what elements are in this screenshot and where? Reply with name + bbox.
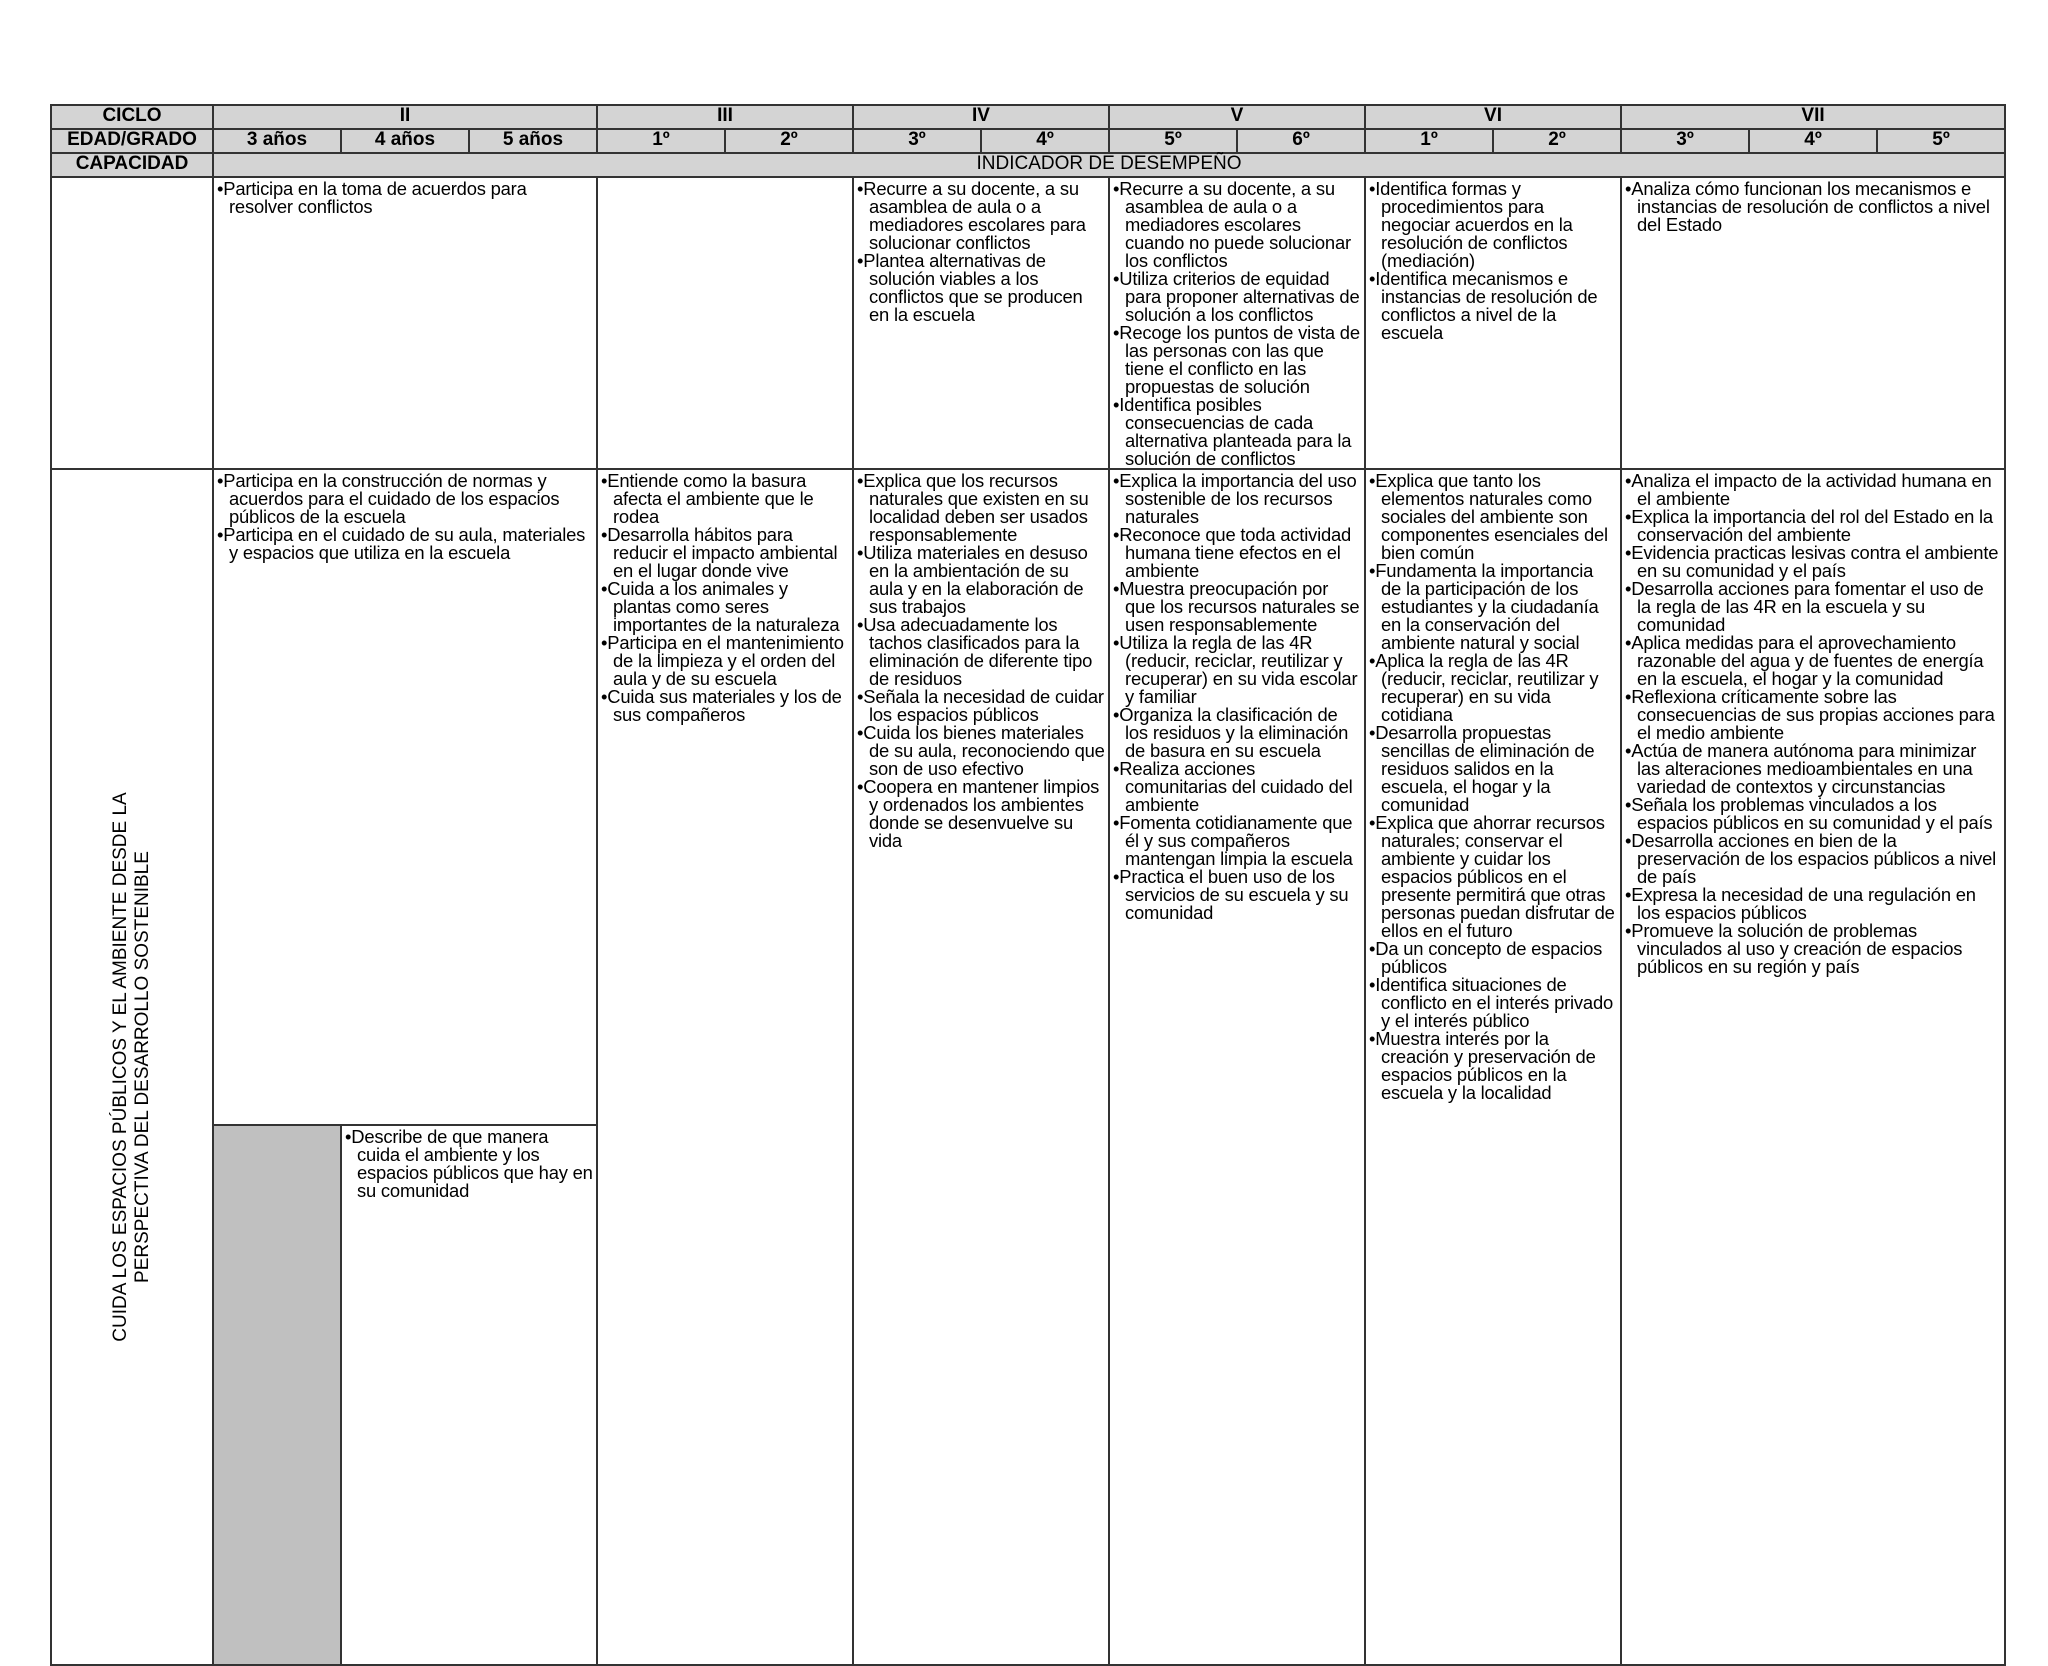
indicator-item: • Cuida los bienes materiales de su aula, reconociendo que son de uso efectivo xyxy=(857,724,1105,778)
indicator-list xyxy=(598,178,852,180)
grado-header: 3 años xyxy=(213,129,341,153)
indicator-item: • Muestra interés por la creación y preservación de espacios públicos en la escuela y la localidad xyxy=(1369,1030,1617,1102)
ciclo-iv-indicators xyxy=(853,469,1109,1665)
indicator-item: • Da un concepto de espacios públicos xyxy=(1369,940,1617,976)
indicator-item: • Promueve la solución de problemas vinculados al uso y creación de espacios públicos en su región y país xyxy=(1625,922,2001,976)
espacios-publicos-row xyxy=(51,469,2005,1125)
capacidad-text: CUIDA LOS ESPACIOS PÚBLICOS Y EL AMBIENTE DESDE LA PERSPECTIVA DEL DESARROLLO SOSTENIBLE xyxy=(110,792,153,1342)
indicator-item: • Identifica formas y procedimientos para negociar acuerdos en la resolución de conflictos (mediación) xyxy=(1369,180,1617,270)
ciclo-header: VII xyxy=(1621,105,2005,129)
indicator-item: • Evidencia practicas lesivas contra el ambiente en su comunidad y el país xyxy=(1625,544,2001,580)
indicator-item: • Utiliza la regla de las 4R (reducir, reciclar, reutilizar y recuperar) en su vida escolar y familiar xyxy=(1113,634,1361,706)
grado-header: 3º xyxy=(1621,129,1749,153)
ciclo-header: IV xyxy=(853,105,1109,129)
indicator-item: • Organiza la clasificación de los residuos y la eliminación de basura en su escuela xyxy=(1113,706,1361,760)
indicator-item: • Recurre a su docente, a su asamblea de aula o a mediadores escolares para solucionar conflictos xyxy=(857,180,1105,252)
grado-header: 4º xyxy=(1749,129,1877,153)
ciclo-v-indicators xyxy=(1109,177,1365,469)
indicator-item: • Reconoce que toda actividad humana tiene efectos en el ambiente xyxy=(1113,526,1361,580)
indicator-item: • Señala la necesidad de cuidar los espacios públicos xyxy=(857,688,1105,724)
indicator-item: • Explica la importancia del rol del Estado en la conservación del ambiente xyxy=(1625,508,2001,544)
indicator-item: • Desarrolla propuestas sencillas de eliminación de residuos salidos en la escuela, el hogar y la comunidad xyxy=(1369,724,1617,814)
indicator-item: • Practica el buen uso de los servicios de su escuela y su comunidad xyxy=(1113,868,1361,922)
indicator-list xyxy=(854,178,1108,324)
ciclo-ii-indicators-bottom xyxy=(341,1125,597,1665)
indicator-item: • Utiliza materiales en desuso en la ambientación de su aula y en la elaboración de sus trabajos xyxy=(857,544,1105,616)
indicator-item: • Entiende como la basura afecta el ambiente que le rodea xyxy=(601,472,849,526)
grado-header: 5 años xyxy=(469,129,597,153)
ciclo-ii-indicators xyxy=(213,177,597,469)
indicator-list xyxy=(1110,178,1364,468)
indicator-item: • Identifica situaciones de conflicto en el interés privado y el interés público xyxy=(1369,976,1617,1030)
indicator-item: • Identifica mecanismos e instancias de resolución de conflictos a nivel de la escuela xyxy=(1369,270,1617,342)
capacidad-cell-empty xyxy=(51,177,213,469)
indicator-item: • Analiza el impacto de la actividad humana en el ambiente xyxy=(1625,472,2001,508)
grado-header: 1º xyxy=(597,129,725,153)
indicator-list xyxy=(854,470,1108,850)
indicator-item: • Desarrolla acciones en bien de la preservación de los espacios públicos a nivel de país xyxy=(1625,832,2001,886)
indicator-item: • Recoge los puntos de vista de las personas con las que tiene el conflicto en las propuestas de solución xyxy=(1113,324,1361,396)
ciclo-row xyxy=(51,105,2005,129)
indicator-item: • Aplica medidas para el aprovechamiento razonable del agua y de fuentes de energía en la escuela, el hogar y la comunidad xyxy=(1625,634,2001,688)
indicator-item: • Participa en la construcción de normas y acuerdos para el cuidado de los espacios públicos de la escuela xyxy=(217,472,593,526)
indicator-item: • Identifica posibles consecuencias de cada alternativa planteada para la solución de conflictos xyxy=(1113,396,1361,468)
indicator-item: • Fomenta cotidianamente que él y sus compañeros mantengan limpia la escuela xyxy=(1113,814,1361,868)
indicator-item: • Participa en el mantenimiento de la limpieza y el orden del aula y de su escuela xyxy=(601,634,849,688)
shaded-cell xyxy=(213,1125,341,1665)
grado-header: 2º xyxy=(1493,129,1621,153)
indicator-item: • Desarrolla acciones para fomentar el uso de la regla de las 4R en la escuela y su comunidad xyxy=(1625,580,2001,634)
indicator-item: • Reflexiona críticamente sobre las consecuencias de sus propias acciones para el medio ambiente xyxy=(1625,688,2001,742)
indicator-list xyxy=(1622,178,2004,234)
indicator-item: • Participa en la toma de acuerdos para resolver conflictos xyxy=(217,180,593,216)
ciclo-vi-indicators xyxy=(1365,177,1621,469)
indicator-item: • Explica que ahorrar recursos naturales; conservar el ambiente y cuidar los espacios públicos en el presente permitirá que otras personas puedan disfrutar de ellos en el futuro xyxy=(1369,814,1617,940)
ciclo-header: VI xyxy=(1365,105,1621,129)
indicator-item: • Recurre a su docente, a su asamblea de aula o a mediadores escolares cuando no puede solucionar los conflictos xyxy=(1113,180,1361,270)
capacidad-cell xyxy=(51,469,213,1665)
indicator-item: • Cuida sus materiales y los de sus compañeros xyxy=(601,688,849,724)
indicator-list xyxy=(1366,470,1620,1102)
indicator-item: • Usa adecuadamente los tachos clasificados para la eliminación de diferente tipo de residuos xyxy=(857,616,1105,688)
indicator-item: • Expresa la necesidad de una regulación en los espacios públicos xyxy=(1625,886,2001,922)
indicator-item: • Utiliza criterios de equidad para proponer alternativas de solución a los conflictos xyxy=(1113,270,1361,324)
indicator-list xyxy=(214,178,596,216)
ciclo-vii-indicators xyxy=(1621,177,2005,469)
indicator-item: • Muestra preocupación por que los recursos naturales se usen responsablemente xyxy=(1113,580,1361,634)
conflictos-row xyxy=(51,177,2005,469)
indicator-item: • Señala los problemas vinculados a los espacios públicos en su comunidad y el país xyxy=(1625,796,2001,832)
ciclo-label: CICLO xyxy=(51,105,213,129)
ciclo-vi-indicators xyxy=(1365,469,1621,1665)
indicator-item: • Plantea alternativas de solución viables a los conflictos que se producen en la escuela xyxy=(857,252,1105,324)
indicator-item: • Participa en el cuidado de su aula, materiales y espacios que utiliza en la escuela xyxy=(217,526,593,562)
grado-header: 6º xyxy=(1237,129,1365,153)
ciclo-iii-indicators xyxy=(597,177,853,469)
indicator-item: • Aplica la regla de las 4R (reducir, reciclar, reutilizar y recuperar) en su vida cotidiana xyxy=(1369,652,1617,724)
ciclo-vii-indicators xyxy=(1621,469,2005,1665)
indicator-item: • Explica que los recursos naturales que existen en su localidad deben ser usados responsablemente xyxy=(857,472,1105,544)
grado-header: 5º xyxy=(1877,129,2005,153)
ciclo-iv-indicators xyxy=(853,177,1109,469)
indicator-item: • Analiza cómo funcionan los mecanismos e instancias de resolución de conflictos a nivel del Estado xyxy=(1625,180,2001,234)
grado-header: 5º xyxy=(1109,129,1237,153)
indicator-list xyxy=(342,1126,596,1200)
indicador-label: INDICADOR DE DESEMPEÑO xyxy=(213,153,2005,177)
grado-header: 3º xyxy=(853,129,981,153)
indicator-list xyxy=(1622,470,2004,976)
indicator-list xyxy=(598,470,852,724)
indicator-item: • Coopera en mantener limpios y ordenados los ambientes donde se desenvuelve su vida xyxy=(857,778,1105,850)
ciclo-iii-indicators xyxy=(597,469,853,1665)
edad-grado-label: EDAD/GRADO xyxy=(51,129,213,153)
ciclo-header: III xyxy=(597,105,853,129)
indicator-item: • Explica que tanto los elementos naturales como sociales del ambiente son componentes esenciales del bien común xyxy=(1369,472,1617,562)
indicator-item: • Cuida a los animales y plantas como seres importantes de la naturaleza xyxy=(601,580,849,634)
grado-header: 2º xyxy=(725,129,853,153)
indicator-item: • Explica la importancia del uso sostenible de los recursos naturales xyxy=(1113,472,1361,526)
indicator-item: • Describe de que manera cuida el ambiente y los espacios públicos que hay en su comunidad xyxy=(345,1128,593,1200)
indicator-item: • Actúa de manera autónoma para minimizar las alteraciones medioambientales en una variedad de contextos y circunstancias xyxy=(1625,742,2001,796)
grado-header: 1º xyxy=(1365,129,1493,153)
ciclo-ii-indicators-top xyxy=(213,469,597,1125)
capacidad-row xyxy=(51,153,2005,177)
capacidad-label: CAPACIDAD xyxy=(51,153,213,177)
ciclo-header: V xyxy=(1109,105,1365,129)
indicator-list xyxy=(214,470,596,562)
indicadores-table xyxy=(50,104,2006,1666)
grado-header: 4º xyxy=(981,129,1109,153)
ciclo-header: II xyxy=(213,105,597,129)
indicator-list xyxy=(1110,470,1364,922)
grado-row xyxy=(51,129,2005,153)
indicator-item: • Fundamenta la importancia de la participación de los estudiantes y la ciudadanía en la conservación del ambiente natural y social xyxy=(1369,562,1617,652)
indicator-item: • Realiza acciones comunitarias del cuidado del ambiente xyxy=(1113,760,1361,814)
grado-header: 4 años xyxy=(341,129,469,153)
ciclo-v-indicators xyxy=(1109,469,1365,1665)
indicator-list xyxy=(1366,178,1620,342)
indicator-item: • Desarrolla hábitos para reducir el impacto ambiental en el lugar donde vive xyxy=(601,526,849,580)
